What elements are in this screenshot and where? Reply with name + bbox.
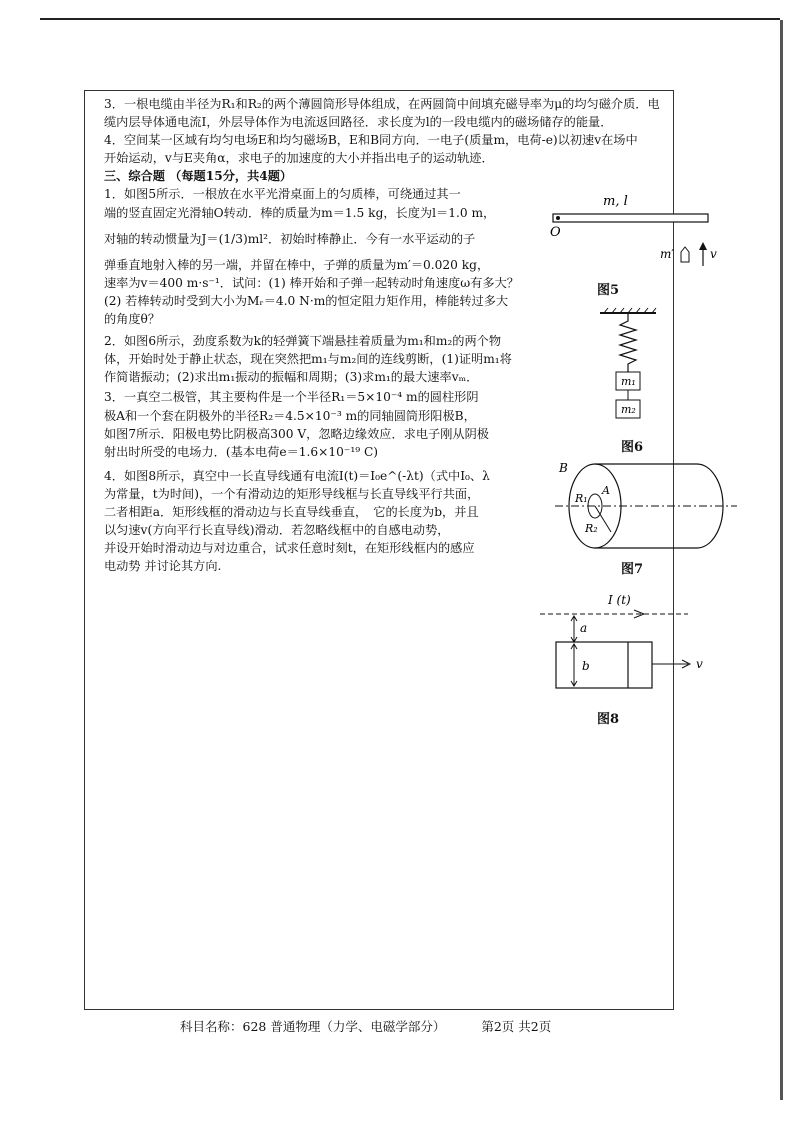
- p3-line3: 如图7所示．阳极电势比阴极高300 V，忽略边缘效应．求电子刚从阴极: [104, 426, 489, 441]
- q3-line2: 缆内层导体通电流I，外层导体作为电流返回路径．求长度为l的一段电缆内的磁场储存的能量．: [104, 115, 613, 130]
- page-top-border: [40, 18, 780, 20]
- p1-line3: 对轴的转动惯量为J＝(1/3)ml²．初始时棒静止．今有一水平运动的子: [104, 231, 476, 246]
- fig7-label-R2: R₂: [585, 522, 598, 535]
- scan-edge: [780, 20, 783, 1100]
- fig7-label-B: B: [559, 461, 568, 475]
- rod-shape: [553, 214, 708, 222]
- page-footer: [180, 1017, 551, 1035]
- p3-line1: 3．一真空二极管，其主要构件是一个半径R₁＝5×10⁻⁴ m的圆柱形阴: [104, 390, 479, 405]
- q4-line2: 开始运动，v与E夹角α，求电子的加速度的大小并指出电子的运动轨迹．: [104, 151, 494, 166]
- fig6-caption: 图6: [621, 440, 644, 455]
- p4-line4: 以匀速v(方向平行长直导线)滑动．若忽略线框中的自感电动势，: [104, 523, 450, 538]
- figure-6-spring: [596, 306, 660, 428]
- p1-line7: 的角度θ？: [104, 312, 161, 327]
- fig7-caption: 图7: [621, 562, 644, 577]
- subject-name: 科目名称：628 普通物理（力学、电磁学部分）: [180, 1019, 446, 1034]
- p3-line4: 射出时所受的电场力．(基本电荷e＝1.6×10⁻¹⁹ C): [104, 444, 379, 459]
- p4-line2: 为常量，t为时间)，一个有滑动边的矩形导线框与长直导线平行共面，: [104, 486, 480, 501]
- fig8-caption: 图8: [597, 712, 620, 727]
- fig7-label-A: A: [602, 484, 610, 497]
- p4-line6: 电动势 并讨论其方向.: [104, 559, 222, 574]
- p1-line6: (2) 若棒转动时受到大小为Mᵣ＝4.0 N·m的恒定阻力矩作用，棒能转过多大: [104, 293, 509, 308]
- section-heading: 三、综合题 （每题15分，共4题）: [104, 169, 293, 184]
- p4-line5: 并设开始时滑动边与对边重合，试求任意时刻t，在矩形线框内的感应: [104, 541, 475, 556]
- fig7-label-R1: R₁: [575, 492, 588, 505]
- fig8-label-v: v: [696, 657, 703, 671]
- p2-line3: 作简谐振动；(2)求出m₁振动的振幅和周期；(3)求m₁的最大速率vₘ．: [104, 370, 479, 385]
- fig6-label-m1: m₁: [621, 375, 636, 388]
- rectangular-loop: [556, 642, 652, 688]
- fig8-label-b: b: [582, 659, 590, 673]
- p2-line1: 2．如图6所示，劲度系数为k的轻弹簧下端悬挂着质量为m₁和m₂的两个物: [104, 334, 502, 349]
- p2-line2: 体，开始时处于静止状态，现在突然把m₁与m₂间的连线剪断，(1)证明m₁将: [104, 352, 512, 367]
- q3-line1: 3．一根电缆由半径为R₁和R₂的两个薄圆筒形导体组成，在两圆筒中间填充磁导率为μ的均匀磁介质．电: [104, 97, 660, 111]
- fig6-label-m2: m₂: [621, 403, 636, 416]
- fig5-caption: 图5: [597, 283, 620, 298]
- fig5-label-v: v: [710, 247, 717, 261]
- figure-7-diode: [555, 456, 740, 556]
- p1-line1: 1．如图5所示．一根放在水平光滑桌面上的匀质棒，可绕通过其一: [104, 187, 461, 202]
- figure-5-rod: [548, 190, 738, 270]
- fig5-label-mprime: m′: [660, 247, 675, 261]
- bullet-shape: [681, 247, 689, 262]
- p1-line5: 速率为v＝400 m·s⁻¹．试问：(1) 棒开始和子弹一起转动时角速度ω有多大？: [104, 275, 519, 290]
- fig5-label-ml: m, l: [603, 194, 628, 209]
- page-number: 第2页 共2页: [481, 1019, 552, 1034]
- p4-line3: 二者相距a．矩形线框的滑动边与长直导线垂直， 它的长度为b，并且: [104, 504, 479, 519]
- fig8-label-I: I (t): [608, 593, 631, 607]
- fig5-label-O: O: [550, 225, 561, 240]
- p1-line4: 弹垂直地射入棒的另一端，并留在棒中，子弹的质量为m′＝0.020 kg，: [104, 257, 490, 272]
- arrow-head-icon: [699, 242, 707, 250]
- pivot-point: [556, 216, 560, 220]
- figure-8-loop: [538, 592, 716, 700]
- fig8-label-a: a: [580, 621, 588, 635]
- p3-line2: 极A和一个套在阴极外的半径R₂＝4.5×10⁻³ m的同轴圆筒形阳极B，: [104, 408, 476, 423]
- spring-shape: [620, 313, 636, 372]
- q4-line1: 4．空间某一区域有均匀电场E和均匀磁场B，E和B同方向．一电子(质量m，电荷-e)以初速v在场中: [104, 133, 638, 148]
- p4-line1: 4．如图8所示，真空中一长直导线通有电流I(t)＝I₀e^(-λt)（式中I₀、λ: [104, 468, 490, 483]
- p1-line2: 端的竖直固定光滑轴O转动．棒的质量为m＝1.5 kg，长度为l＝1.0 m，: [104, 205, 496, 220]
